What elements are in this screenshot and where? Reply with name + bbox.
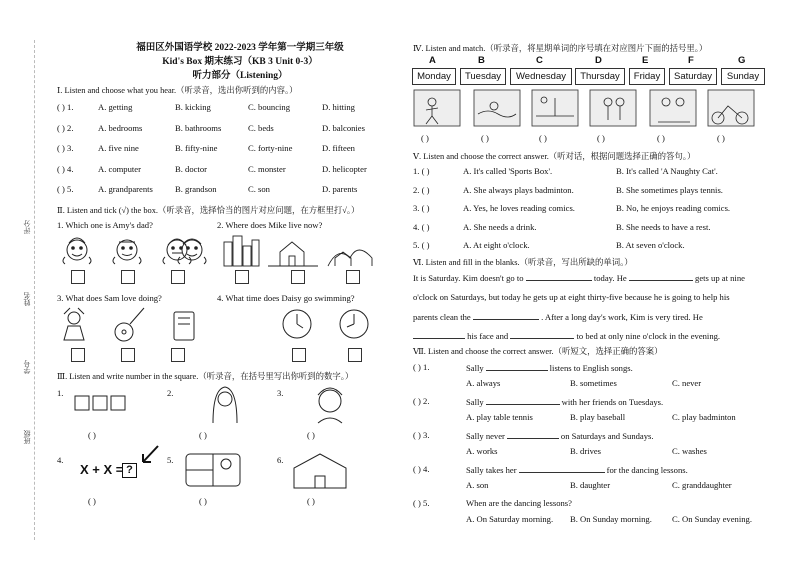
blank-3[interactable] (473, 311, 539, 320)
section2-question-4: 4. What time does Daisy go swimming? (217, 293, 355, 303)
question-number[interactable]: ( ) 1. (57, 102, 74, 112)
tick-box[interactable] (346, 270, 360, 284)
answer-bracket[interactable]: ( ) (657, 133, 665, 143)
blocks-picture (70, 390, 130, 416)
answer-bracket[interactable]: ( ) (199, 430, 207, 440)
option-b: B. No, he enjoys reading comics. (616, 203, 731, 213)
option-b: B. It's called 'A Naughty Cat'. (616, 166, 718, 176)
option-d: D. hitting (322, 102, 355, 112)
option-a: A. grandparents (98, 184, 153, 194)
day-box: Monday (412, 68, 456, 85)
tick-box[interactable] (291, 270, 305, 284)
option-b: B. kicking (175, 102, 211, 112)
answer-bracket[interactable]: ( ) (597, 133, 605, 143)
day-box: Thursday (575, 68, 625, 85)
option-a: A. Yes, he loves reading comics. (463, 203, 575, 213)
passage-text: It is Saturday. Kim doesn't go to (413, 273, 524, 283)
blank-4[interactable] (413, 330, 465, 339)
option-b: B. She sometimes plays tennis. (616, 184, 723, 195)
question-number[interactable]: 3. ( ) (413, 203, 430, 213)
option-a: A. It's called 'Sports Box'. (463, 166, 553, 176)
answer-bracket[interactable]: ( ) (307, 430, 315, 440)
day-letter: E (642, 55, 649, 66)
passage-text: . After a long day's work, Kim is very tired. He (541, 312, 703, 322)
answer-blank[interactable] (507, 430, 559, 439)
option-b: B. She needs to have a rest. (616, 221, 711, 232)
day-box: Wednesday (510, 68, 572, 85)
option-b: B. play baseball (570, 412, 626, 422)
option-b: B. daughter (570, 480, 611, 490)
day-letter: F (688, 55, 694, 66)
day-letter: C (536, 55, 543, 66)
option-c: C. monster (248, 163, 286, 174)
question-number[interactable]: 2. ( ) (413, 184, 430, 195)
option-c: C. beds (248, 122, 274, 133)
question-text-end: on Saturdays and Sundays. (560, 431, 654, 441)
day-letter: B (478, 55, 485, 66)
option-a: A. son (466, 480, 489, 490)
question-number[interactable]: ( ) 4. (413, 464, 430, 474)
answer-bracket[interactable]: ( ) (88, 496, 96, 506)
answer-bracket[interactable]: ( ) (717, 133, 725, 143)
question-number[interactable]: 4. ( ) (413, 221, 430, 232)
question-text (466, 396, 663, 407)
passage-text: to bed at only nine o'clock in the evening. (576, 331, 721, 341)
option-d: D. fifteen (322, 143, 355, 153)
option-c: C. On Sunday evening. (672, 514, 752, 524)
passage-text: gets up at nine (695, 273, 745, 283)
passage-line-3 (413, 311, 703, 322)
passage-line-4 (413, 330, 720, 341)
question-number[interactable]: ( ) 2. (413, 396, 430, 406)
dad-picture-4 (170, 233, 215, 267)
item-number-6: 6. (277, 455, 284, 465)
math-expression: X + X = (80, 462, 124, 477)
option-d: D. balconies (322, 122, 365, 133)
item-number-2: 2. (167, 388, 174, 398)
question-number[interactable]: ( ) 1. (413, 362, 430, 372)
tick-box[interactable] (292, 348, 306, 362)
place-pictures (220, 232, 385, 268)
section2-question-1: 1. Which one is Amy's dad? (57, 220, 153, 230)
option-b: B. doctor (175, 163, 207, 174)
option-d: D. parents (322, 184, 358, 194)
blank-1[interactable] (526, 272, 592, 281)
passage-text: today. He (593, 273, 627, 283)
section2-question-2: 2. Where does Mike live now? (217, 220, 323, 230)
option-b: B. bathrooms (175, 122, 222, 133)
question-number[interactable]: 1. ( ) (413, 166, 430, 176)
answer-bracket[interactable]: ( ) (421, 133, 429, 143)
option-b: B. fifty-nine (175, 143, 218, 153)
day-box: Tuesday (460, 68, 506, 85)
question-number[interactable]: ( ) 3. (57, 143, 74, 153)
item-number-4: 4. (57, 455, 64, 465)
option-a: A. always (466, 378, 501, 388)
section4-heading: Ⅳ. Listen and match.（听录音，将星期单词的序号填在对应图片下面的括号里。） (413, 44, 708, 53)
day-box: Friday (629, 68, 665, 85)
question-number[interactable]: ( ) 5. (413, 498, 430, 508)
option-c: C. washes (672, 446, 707, 456)
option-a: A. play table tennis (466, 412, 533, 422)
section7-heading: Ⅶ. Listen and choose the correct answer.（听短文，选择正确的答案） (413, 347, 663, 356)
option-a: A. five nine (98, 143, 139, 153)
binding-line (34, 40, 35, 540)
tick-box[interactable] (121, 270, 135, 284)
lunchbox-picture (182, 450, 244, 490)
page-title: 福田区外国语学校 2022-2023 学年第一学期三年级 (136, 43, 344, 53)
passage-text: his face and (467, 331, 509, 341)
item-number-1: 1. (57, 388, 64, 398)
section2-heading: Ⅱ. Listen and tick (√) the box.（听录音，选择恰当的图片对应问题，在方框里打√。） (57, 206, 360, 215)
margin-label-id: 学号 (23, 360, 31, 374)
passage-line-1 (413, 272, 745, 283)
question-text-end: listens to English songs. (549, 363, 633, 373)
woman-picture (205, 383, 245, 425)
question-mark-box: ? (122, 463, 137, 478)
girl-picture (308, 383, 353, 425)
page-subtitle: Kid's Box 期末练习（KB 3 Unit 0-3） (162, 57, 318, 67)
answer-blank[interactable] (486, 396, 560, 405)
answer-bracket[interactable]: ( ) (199, 496, 207, 506)
question-number[interactable]: ( ) 2. (57, 122, 74, 133)
question-number[interactable]: ( ) 3. (413, 430, 430, 440)
question-number[interactable]: ( ) 4. (57, 163, 74, 174)
option-a: A. She always plays badminton. (463, 184, 574, 195)
option-b: B. On Sunday morning. (570, 514, 652, 524)
question-text (466, 498, 572, 508)
item-number-3: 3. (277, 388, 284, 398)
question-number[interactable]: ( ) 5. (57, 184, 74, 194)
answer-blank[interactable] (519, 464, 605, 473)
section-label-listening: 听力部分（Listening） (192, 71, 288, 81)
day-letter: A (429, 55, 436, 66)
margin-label-name: 姓名 (23, 292, 31, 306)
item-number-5: 5. (167, 455, 174, 465)
question-text-start: Sally takes her (466, 465, 517, 475)
tick-box[interactable] (235, 270, 249, 284)
option-b: B. At seven o'clock. (616, 240, 685, 250)
option-c: C. bouncing (248, 102, 291, 112)
tick-box[interactable] (171, 348, 185, 362)
tick-box[interactable] (71, 348, 85, 362)
option-c: C. never (672, 378, 702, 388)
day-box: Sunday (721, 68, 765, 85)
question-text-start: Sally (466, 363, 484, 373)
day-box: Saturday (669, 68, 717, 85)
question-text-start: When are the dancing lessons? (466, 498, 572, 508)
section5-heading: Ⅴ. Listen and choose the correct answer.（听对话，根据问题选择正确的答句。） (413, 152, 696, 161)
option-d: D. helicopter (322, 163, 367, 174)
school-picture (290, 448, 350, 490)
day-letter: D (595, 55, 602, 66)
option-b: B. grandson (175, 184, 217, 194)
answer-bracket[interactable]: ( ) (539, 133, 547, 143)
tick-box[interactable] (121, 348, 135, 362)
answer-bracket[interactable]: ( ) (88, 430, 96, 440)
option-a: A. computer (98, 163, 141, 174)
answer-blank[interactable] (486, 362, 548, 371)
section3-heading: Ⅲ. Listen and write number in the square.（听录音，在括号里写出你听到的数字。） (57, 372, 354, 381)
question-number[interactable]: 5. ( ) (413, 240, 430, 250)
option-a: A. bedrooms (98, 122, 143, 133)
hobby-pictures (62, 306, 212, 344)
option-b: B. sometimes (570, 378, 617, 388)
tick-box[interactable] (171, 270, 185, 284)
question-text-start: Sally never (466, 431, 505, 441)
section6-heading: Ⅵ. Listen and fill in the blanks.（听录音，写出所缺的单词。） (413, 258, 633, 267)
option-a: A. On Saturday morning. (466, 514, 554, 524)
question-text (466, 430, 654, 441)
question-text-end: with her friends on Tuesdays. (561, 397, 664, 407)
blank-5[interactable] (510, 330, 574, 339)
day-letter: G (738, 55, 746, 66)
margin-label-score: 评分 (23, 220, 31, 234)
answer-bracket[interactable]: ( ) (481, 133, 489, 143)
option-a: A. She needs a drink. (463, 221, 537, 232)
passage-text: parents clean the (413, 312, 471, 322)
question-text (466, 362, 633, 373)
option-a: A. At eight o'clock. (463, 240, 530, 250)
option-c: C. granddaughter (672, 480, 732, 490)
activity-pictures (412, 88, 767, 128)
option-a: A. works (466, 446, 498, 456)
arrow-icon (138, 444, 162, 468)
answer-bracket[interactable]: ( ) (307, 496, 315, 506)
tick-box[interactable] (348, 348, 362, 362)
question-text-end: for the dancing lessons. (606, 465, 688, 475)
clock-pictures (282, 306, 382, 342)
question-text (466, 464, 688, 475)
section1-heading: Ⅰ. Listen and choose what you hear.（听录音，选出你听到的内容。） (57, 86, 298, 95)
option-c: C. son (248, 184, 270, 194)
tick-box[interactable] (71, 270, 85, 284)
option-a: A. getting (98, 102, 133, 112)
option-c: C. play badminton (672, 412, 736, 422)
option-b: B. drives (570, 446, 602, 456)
margin-label-class: 班级 (23, 430, 31, 444)
passage-line-2: o'clock on Saturdays, but today he gets up at eight thirty-five because he is going to help his (413, 292, 730, 302)
blank-2[interactable] (629, 272, 693, 281)
section2-question-3: 3. What does Sam love doing? (57, 293, 162, 303)
option-c: C. forty-nine (248, 143, 293, 153)
question-text-start: Sally (466, 397, 484, 407)
